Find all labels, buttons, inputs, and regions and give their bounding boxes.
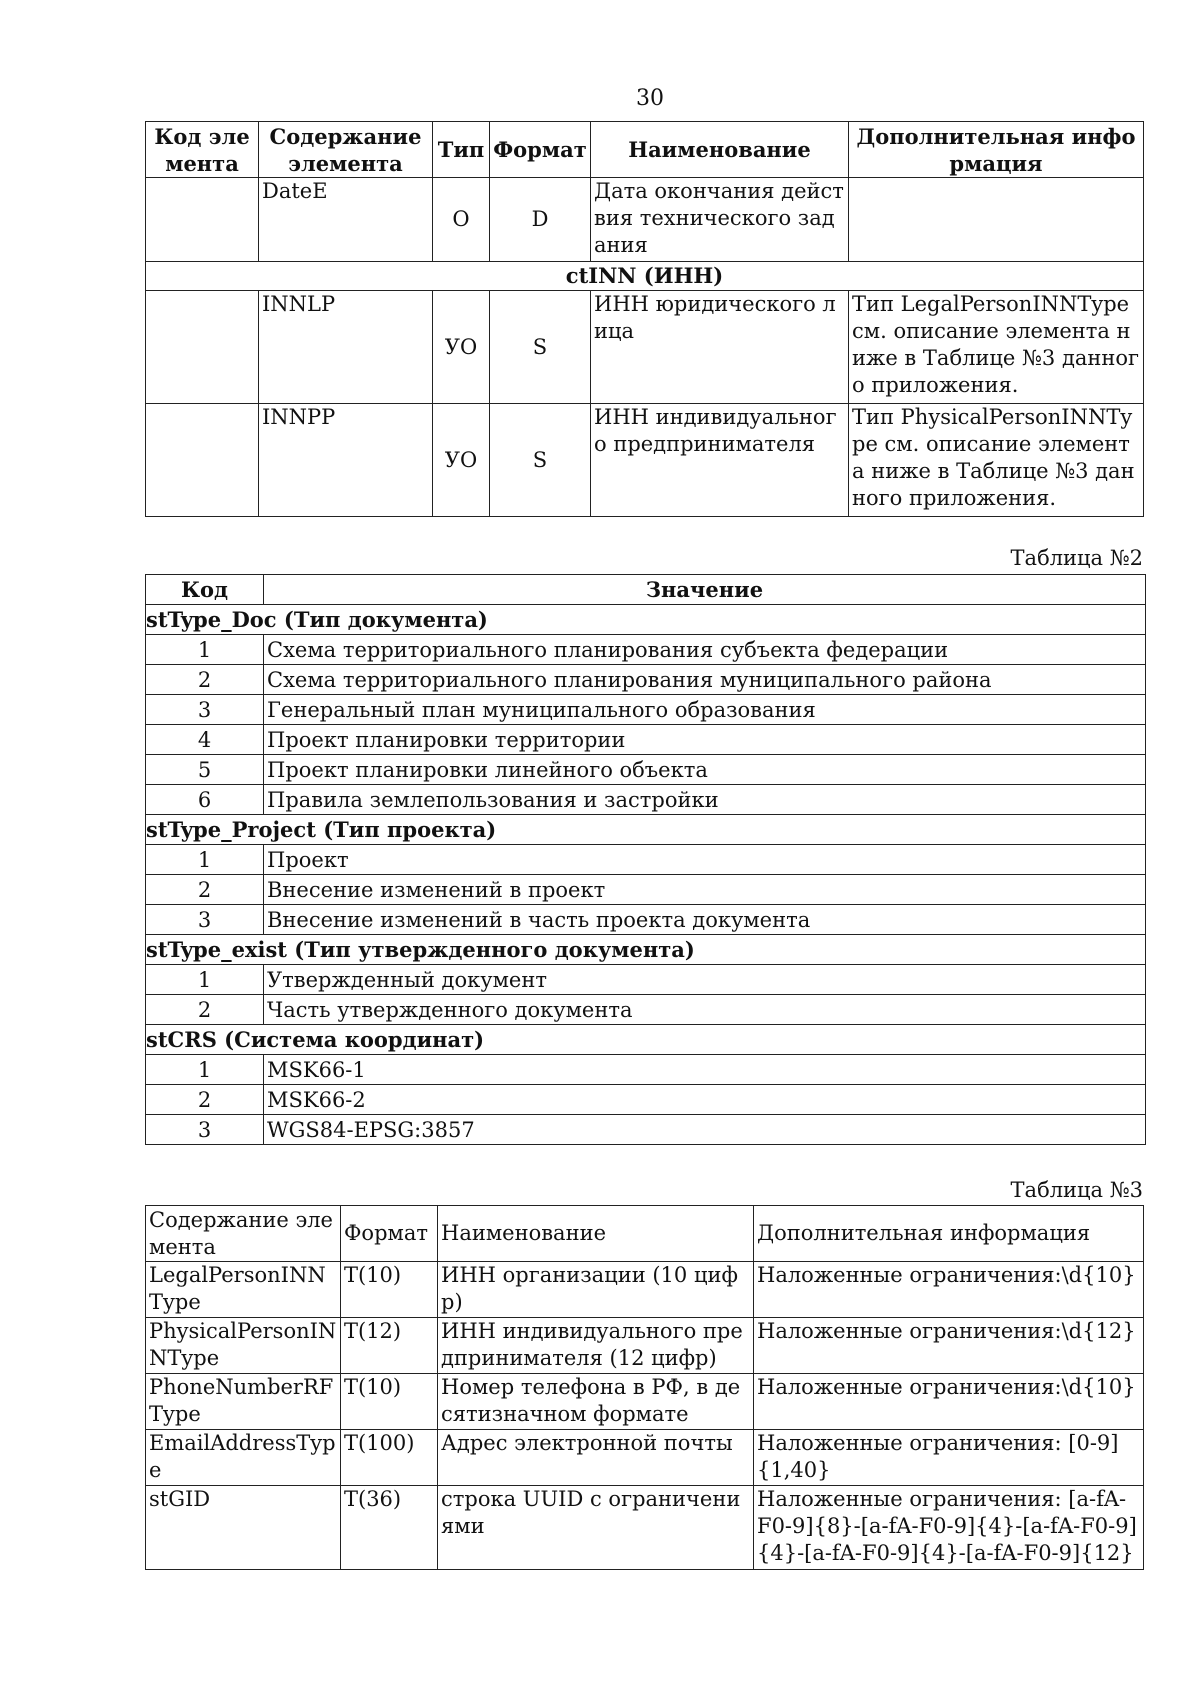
cell-value: Проект планировки территории — [264, 725, 1146, 755]
cell-info: Наложенные ограничения:\d{10} — [754, 1262, 1144, 1318]
cell-name: Дата окончания действия технического задания — [591, 178, 849, 262]
cell-name: Адрес электронной почты — [438, 1430, 754, 1486]
table-row — [146, 1318, 1144, 1374]
cell-format: D — [490, 178, 591, 262]
header-value: Значение — [264, 575, 1146, 605]
cell-format: S — [490, 291, 591, 404]
table3-caption: Таблица №3 — [1010, 1178, 1143, 1202]
table2-caption: Таблица №2 — [1010, 546, 1143, 570]
cell-info: Наложенные ограничения: [a-fA-F0-9]{8}-[a-fA-F0-9]{4}-[a-fA-F0-9]{4}-[a-fA-F0-9]{4}-[a-fA-F0-9]{12} — [754, 1486, 1144, 1570]
cell-code: 1 — [146, 1055, 264, 1085]
cell-content: INNPP — [259, 404, 433, 517]
cell-info: Тип LegalPersonINNType см. описание элемента ниже в Таблице №3 данного приложения. — [849, 291, 1144, 404]
header-content: Содержание элемента — [146, 1206, 341, 1262]
table-row — [146, 1486, 1144, 1570]
group-row — [146, 935, 1146, 965]
table-row — [146, 1115, 1146, 1145]
cell-format: T(10) — [341, 1374, 438, 1430]
cell-info: Наложенные ограничения: [0-9]{1,40} — [754, 1430, 1144, 1486]
table-row — [146, 725, 1146, 755]
cell-format: T(10) — [341, 1262, 438, 1318]
cell-code: 1 — [146, 965, 264, 995]
cell-content: INNLP — [259, 291, 433, 404]
table-row — [146, 785, 1146, 815]
cell-name: ИНН индивидуального предпринимателя (12 цифр) — [438, 1318, 754, 1374]
cell-value: Проект — [264, 845, 1146, 875]
cell-name: ИНН организации (10 цифр) — [438, 1262, 754, 1318]
cell-value: Проект планировки линейного объекта — [264, 755, 1146, 785]
cell-code — [146, 291, 259, 404]
group-row — [146, 1025, 1146, 1055]
table-row — [146, 178, 1144, 262]
cell-type: УО — [433, 404, 490, 517]
cell-info: Наложенные ограничения:\d{12} — [754, 1318, 1144, 1374]
cell-code: 6 — [146, 785, 264, 815]
table-row — [146, 875, 1146, 905]
cell-name: Номер телефона в РФ, в десятизначном формате — [438, 1374, 754, 1430]
page-number: 30 — [636, 86, 664, 111]
element-table — [145, 121, 1144, 517]
cell-value: MSK66-2 — [264, 1085, 1146, 1115]
table-row — [146, 995, 1146, 1025]
header-code: Код — [146, 575, 264, 605]
header-info: Дополнительная информация — [754, 1206, 1144, 1262]
table-row — [146, 291, 1144, 404]
cell-code: 1 — [146, 845, 264, 875]
cell-info: Тип PhysicalPersonINNType см. описание элемента ниже в Таблице №3 данного приложения. — [849, 404, 1144, 517]
cell-code: 2 — [146, 875, 264, 905]
cell-value: Генеральный план муниципального образования — [264, 695, 1146, 725]
group-title: stCRS (Система координат) — [146, 1025, 1146, 1055]
cell-format: T(36) — [341, 1486, 438, 1570]
cell-type: УО — [433, 291, 490, 404]
table-header-row — [146, 122, 1144, 178]
section-row — [146, 262, 1144, 291]
header-type: Тип — [433, 122, 490, 178]
cell-info — [849, 178, 1144, 262]
cell-value: Утвержденный документ — [264, 965, 1146, 995]
header-name: Наименование — [438, 1206, 754, 1262]
group-title: stType_Doc (Тип документа) — [146, 605, 1146, 635]
cell-name: ИНН индивидуального предпринимателя — [591, 404, 849, 517]
table-row — [146, 1085, 1146, 1115]
header-code: Код элемента — [146, 122, 259, 178]
group-title: stType_exist (Тип утвержденного документа) — [146, 935, 1146, 965]
cell-name: ИНН юридического лица — [591, 291, 849, 404]
cell-value: Внесение изменений в часть проекта документа — [264, 905, 1146, 935]
table-row — [146, 755, 1146, 785]
table-row — [146, 1262, 1144, 1318]
cell-code — [146, 404, 259, 517]
cell-code: 1 — [146, 635, 264, 665]
cell-code: 4 — [146, 725, 264, 755]
table-row — [146, 965, 1146, 995]
table-row — [146, 1055, 1146, 1085]
cell-type: O — [433, 178, 490, 262]
cell-value: Схема территориального планирования муниципального района — [264, 665, 1146, 695]
cell-content: LegalPersonINNType — [146, 1262, 341, 1318]
cell-format: T(12) — [341, 1318, 438, 1374]
group-row — [146, 815, 1146, 845]
cell-code: 2 — [146, 665, 264, 695]
cell-value: Внесение изменений в проект — [264, 875, 1146, 905]
cell-value: Правила землепользования и застройки — [264, 785, 1146, 815]
header-content: Содержание элемента — [259, 122, 433, 178]
cell-format: T(100) — [341, 1430, 438, 1486]
cell-value: MSK66-1 — [264, 1055, 1146, 1085]
cell-content: PhysicalPersonINNType — [146, 1318, 341, 1374]
table-header-row — [146, 1206, 1144, 1262]
table-row — [146, 1430, 1144, 1486]
cell-code — [146, 178, 259, 262]
table-row — [146, 404, 1144, 517]
cell-code: 2 — [146, 995, 264, 1025]
cell-code: 3 — [146, 905, 264, 935]
cell-content: DateE — [259, 178, 433, 262]
table-row — [146, 665, 1146, 695]
section-title: ctINN (ИНН) — [146, 262, 1144, 291]
group-title: stType_Project (Тип проекта) — [146, 815, 1146, 845]
cell-content: stGID — [146, 1486, 341, 1570]
header-info: Дополнительная информация — [849, 122, 1144, 178]
cell-content: EmailAddressType — [146, 1430, 341, 1486]
header-name: Наименование — [591, 122, 849, 178]
header-format: Формат — [341, 1206, 438, 1262]
codes-table — [145, 574, 1146, 1145]
table-row — [146, 635, 1146, 665]
table-row — [146, 845, 1146, 875]
cell-value: Часть утвержденного документа — [264, 995, 1146, 1025]
types-table — [145, 1205, 1144, 1570]
cell-code: 5 — [146, 755, 264, 785]
cell-content: PhoneNumberRFType — [146, 1374, 341, 1430]
table-row — [146, 695, 1146, 725]
table-row — [146, 905, 1146, 935]
cell-info: Наложенные ограничения:\d{10} — [754, 1374, 1144, 1430]
cell-value: WGS84-EPSG:3857 — [264, 1115, 1146, 1145]
cell-code: 3 — [146, 1115, 264, 1145]
cell-name: строка UUID с ограничениями — [438, 1486, 754, 1570]
header-format: Формат — [490, 122, 591, 178]
cell-value: Схема территориального планирования субъекта федерации — [264, 635, 1146, 665]
cell-code: 2 — [146, 1085, 264, 1115]
cell-format: S — [490, 404, 591, 517]
table-row — [146, 1374, 1144, 1430]
group-row — [146, 605, 1146, 635]
cell-code: 3 — [146, 695, 264, 725]
table-header-row — [146, 575, 1146, 605]
